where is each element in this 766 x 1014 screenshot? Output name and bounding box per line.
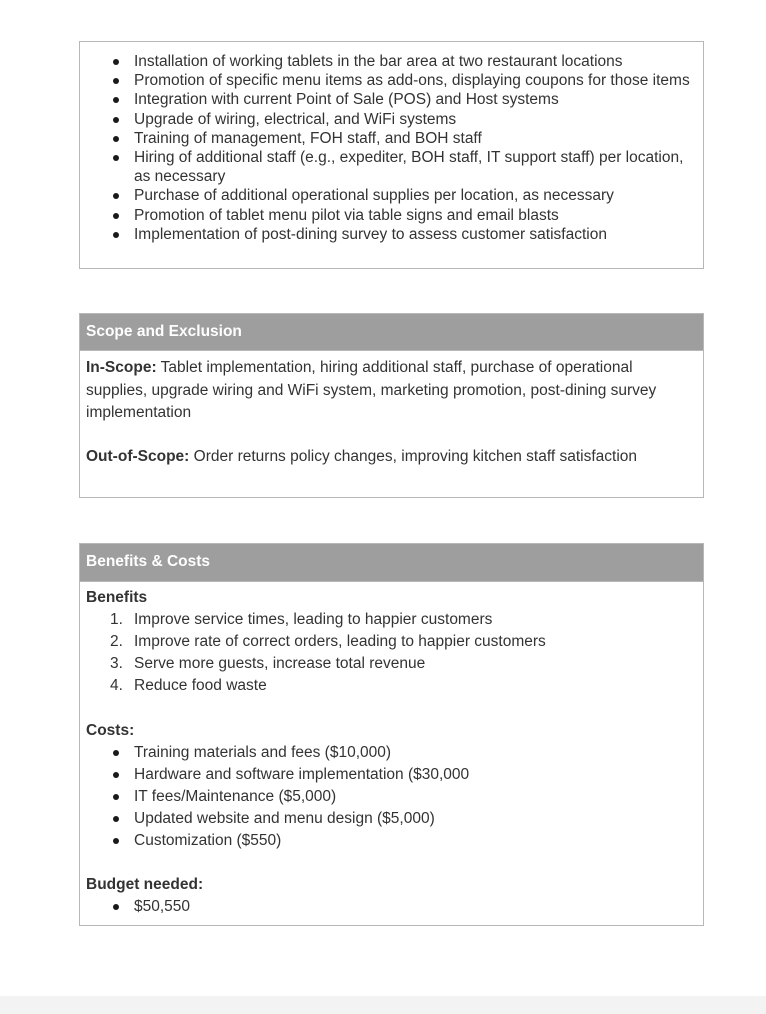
- list-item: Hardware and software implementation ($30,000: [80, 764, 703, 786]
- list-item: Purchase of additional operational supplies per location, as necessary: [80, 186, 703, 205]
- list-item: Promotion of specific menu items as add-ons, displaying coupons for those items: [80, 71, 703, 90]
- benefits-label: Benefits: [86, 589, 148, 606]
- out-scope-text: Order returns policy changes, improving kitchen staff satisfaction: [193, 447, 638, 465]
- benefits-costs-header: Benefits & Costs: [80, 544, 703, 582]
- in-scope-label: In-Scope:: [86, 359, 157, 376]
- in-scope-paragraph: [80, 357, 703, 425]
- scope-box: [79, 313, 704, 498]
- costs-list: [80, 742, 703, 852]
- list-item: IT fees/Maintenance ($5,000): [80, 786, 703, 808]
- list-item: 4. Reduce food waste: [110, 677, 267, 694]
- budget-label: Budget needed:: [86, 876, 204, 893]
- scope-header: Scope and Exclusion: [80, 314, 703, 351]
- in-scope-text: Tablet implementation, hiring additional staff, purchase of operational supplies, upgrade wiring and WiFi system, marketing promotion, post-dining survey implementation: [86, 359, 657, 421]
- list-item: Implementation of post-dining survey to assess customer satisfaction: [80, 225, 703, 244]
- out-scope-label: Out-of-Scope:: [86, 447, 190, 465]
- out-scope-paragraph: [80, 446, 703, 469]
- list-item: Hiring of additional staff (e.g., expediter, BOH staff, IT support staff) per location, as necessary: [80, 148, 703, 186]
- list-item: Updated website and menu design ($5,000): [80, 808, 703, 830]
- benefits-list: [80, 609, 703, 697]
- list-item: Customization ($550): [80, 830, 703, 852]
- list-item: Training materials and fees ($10,000): [80, 742, 703, 764]
- list-item: Integration with current Point of Sale (POS) and Host systems: [80, 90, 703, 109]
- list-item: $50,550: [80, 896, 703, 918]
- activities-list: [80, 52, 703, 244]
- benefits-costs-box: [79, 543, 704, 926]
- activities-box: [79, 41, 704, 269]
- list-item: 3. Serve more guests, increase total revenue: [110, 655, 426, 672]
- list-item: Promotion of tablet menu pilot via table signs and email blasts: [80, 206, 703, 225]
- list-item: 1. Improve service times, leading to happier customers: [110, 611, 493, 628]
- costs-label: Costs:: [86, 722, 135, 739]
- list-item: 2. Improve rate of correct orders, leading to happier customers: [110, 633, 546, 650]
- page-bottom-margin: [0, 996, 766, 1014]
- list-item: Training of management, FOH staff, and BOH staff: [80, 129, 703, 148]
- list-item: Upgrade of wiring, electrical, and WiFi systems: [80, 110, 703, 129]
- budget-list: [80, 896, 703, 918]
- list-item: Installation of working tablets in the bar area at two restaurant locations: [80, 52, 703, 71]
